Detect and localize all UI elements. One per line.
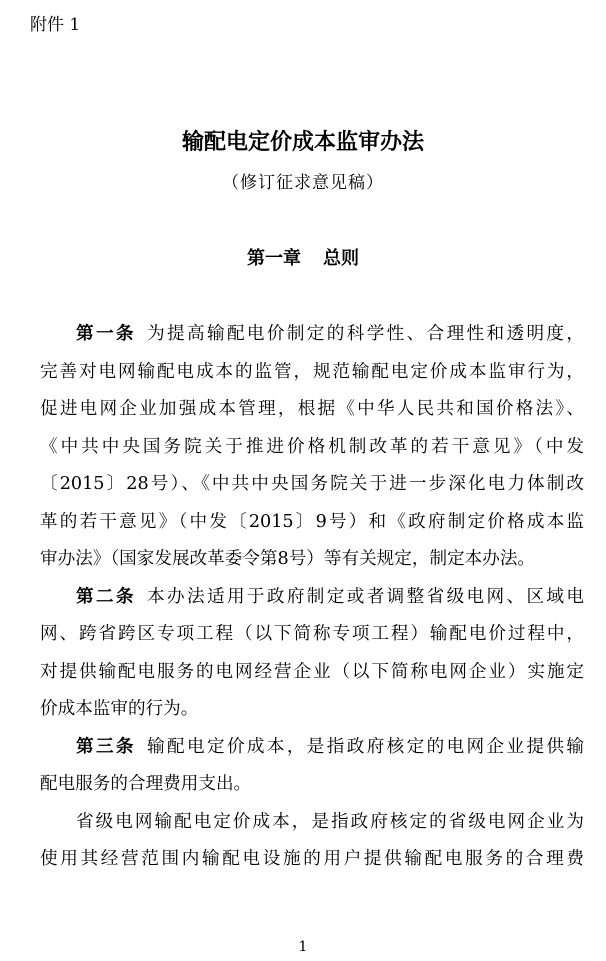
body-line-text: 为提高输配电价制定的科学性、合理性和透明度， [144, 324, 584, 344]
body-line-text: 完善对电网输配电成本的监管，规范输配电定价成本监审行为， [40, 361, 584, 382]
body-line-text: 使用其经营范围内输配电设施的用户提供输配电服务的合理费 [40, 849, 584, 869]
body-line [40, 658, 584, 686]
attachment-label: 附件 1 [30, 15, 81, 35]
article-number: 第一条 [76, 324, 145, 344]
article-number: 第二条 [76, 586, 145, 607]
body-line [40, 695, 584, 723]
body-line [40, 320, 584, 348]
body-line-text: 网、跨省跨区专项工程（以下简称专项工程）输配电价过程中， [40, 624, 584, 644]
body-line [40, 583, 584, 611]
body-line-text: 输配电定价成本，是指政府核定的电网企业提供输 [144, 736, 584, 757]
body-line [40, 545, 584, 573]
body-line [40, 845, 584, 873]
body-line-text: 价成本监审的行为。 [40, 699, 199, 719]
body-line [40, 733, 584, 761]
chapter-number: 第一章 [247, 248, 301, 269]
body-line [40, 470, 584, 498]
document-title: 输配电定价成本监审办法 [181, 130, 424, 155]
body-line [40, 770, 584, 798]
body-line [40, 620, 584, 648]
body-line [40, 433, 584, 461]
body-line-text: 〔2015〕28号）、《中共中央国务院关于进一步深化电力体制改 [40, 474, 584, 494]
chapter-heading [0, 247, 606, 271]
body-line [40, 395, 584, 423]
body-line-text: 促进电网企业加强成本管理，根据《中华人民共和国价格法》、 [40, 399, 584, 419]
body-line-text: 革的若干意见》（中发〔2015〕9号）和《政府制定价格成本监 [40, 511, 584, 532]
body-line [40, 358, 584, 386]
chapter-name: 总则 [323, 248, 359, 269]
body-line-text: 对提供输配电服务的电网经营企业（以下简称电网企业）实施定 [40, 661, 584, 682]
body-line-text: 审办法》（国家发展改革委令第8号）等有关规定，制定本办法。 [40, 549, 536, 569]
page-number: 1 [298, 939, 308, 955]
article-number: 第三条 [76, 736, 145, 757]
document-subtitle: （修订征求意见稿） [222, 173, 384, 193]
body-line-text: 省级电网输配电定价成本，是指政府核定的省级电网企业为 [76, 811, 584, 832]
body-line-text: 配电服务的合理费用支出。 [40, 774, 252, 794]
body-line [40, 508, 584, 536]
body-line [40, 808, 584, 836]
body-line-text: 本办法适用于政府制定或者调整省级电网、区域电 [144, 586, 584, 607]
body-line-text: 《中共中央国务院关于推进价格机制改革的若干意见》（中发 [40, 436, 584, 457]
